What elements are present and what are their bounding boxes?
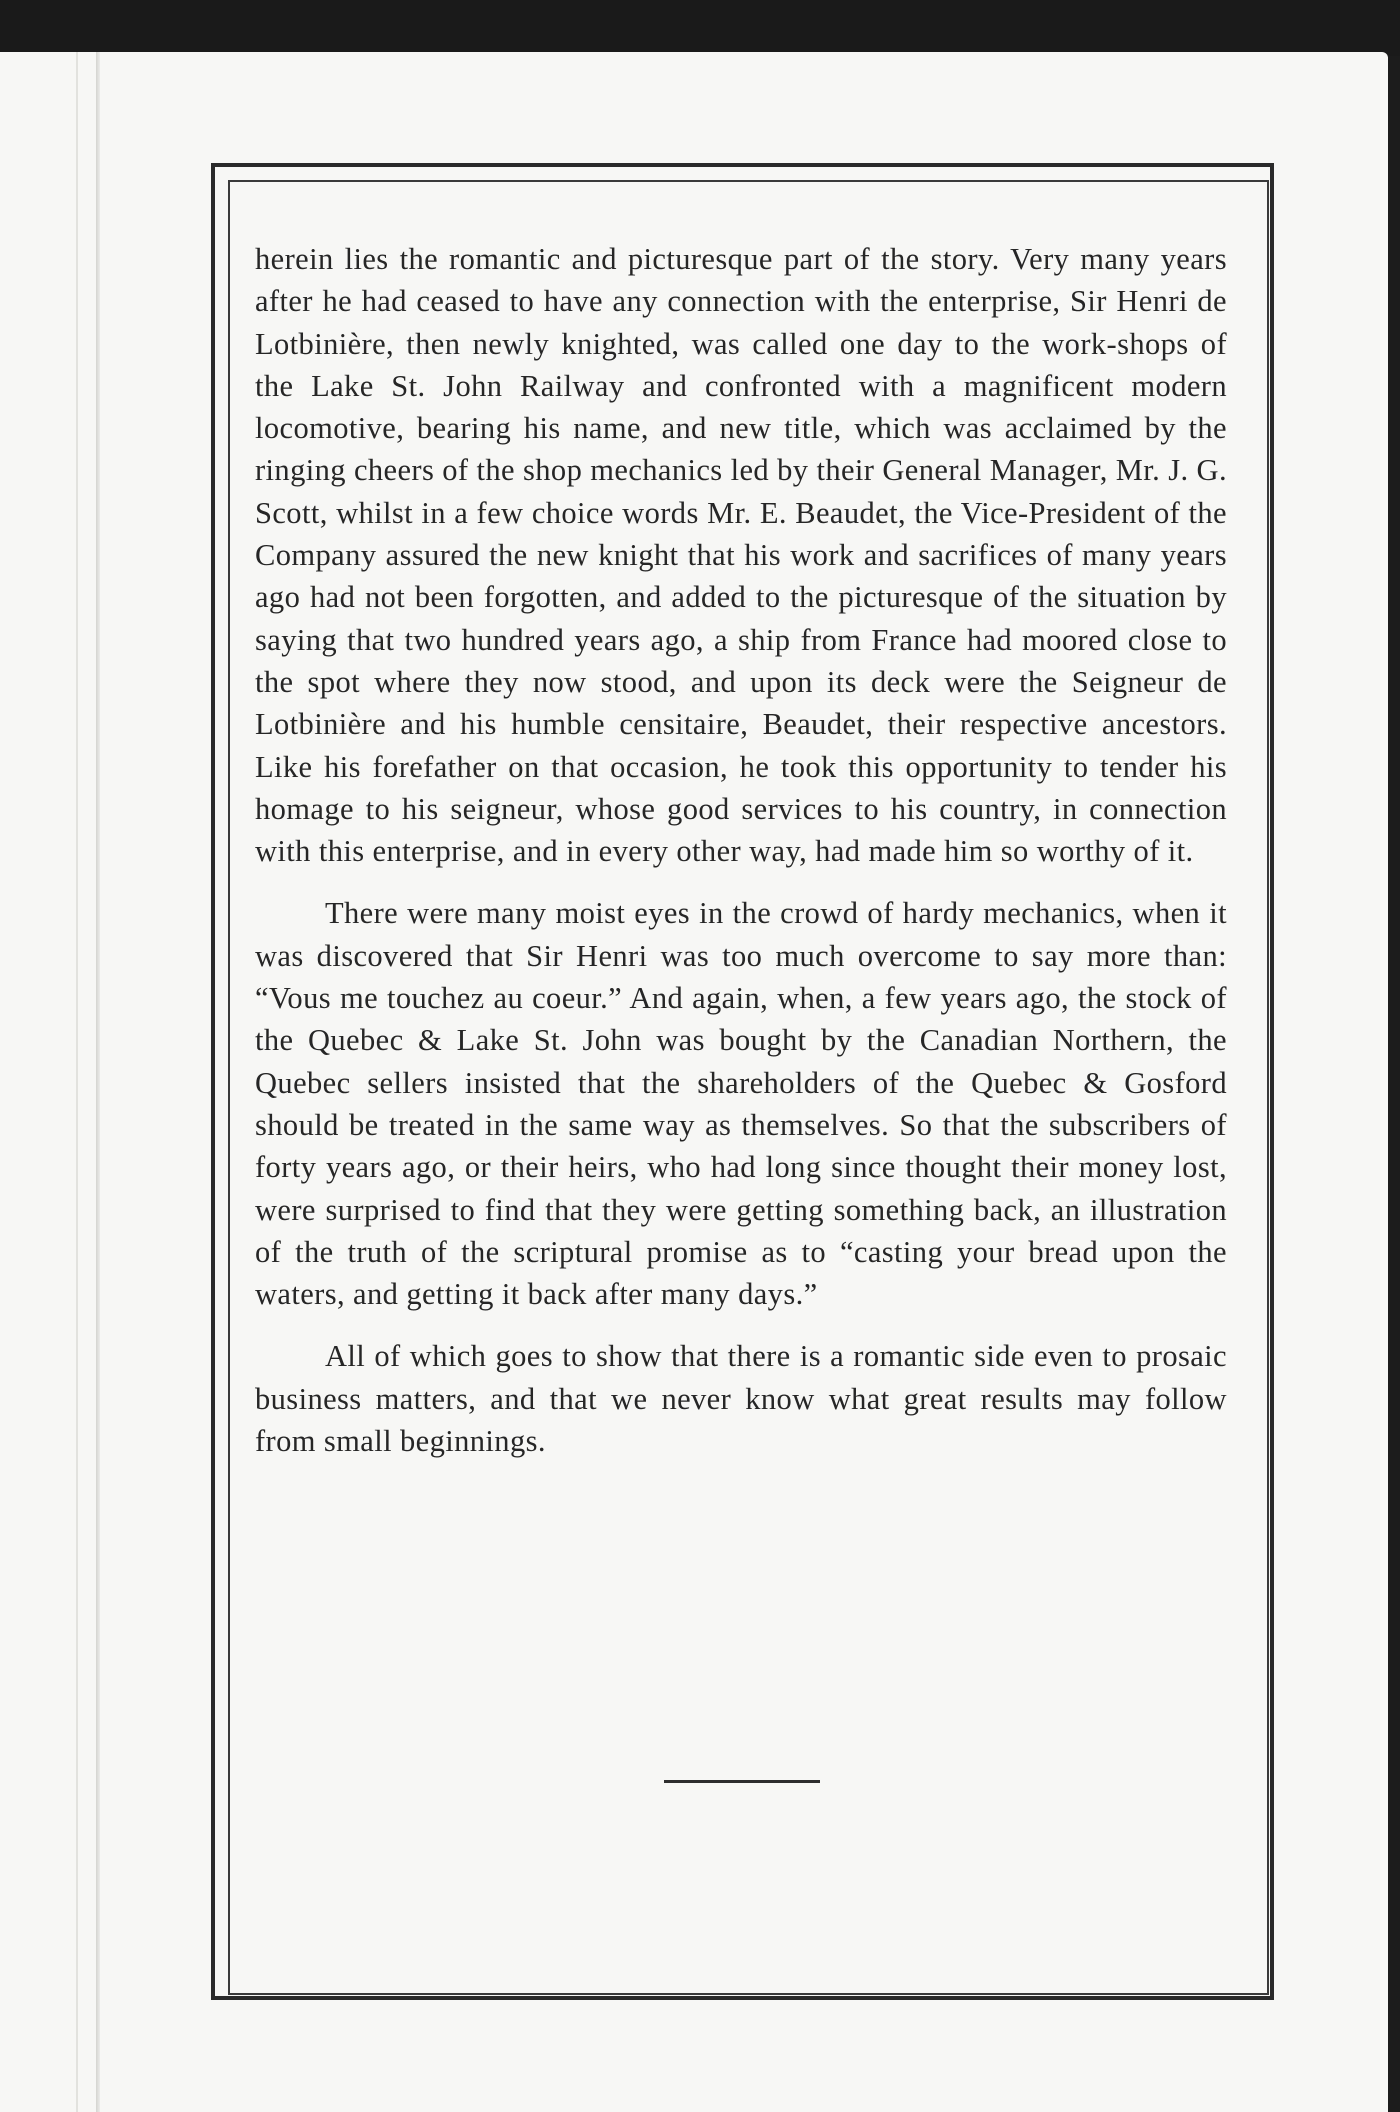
paragraph-2: There were many moist eyes in the crowd of hardy mechanics, when it was discovered that Sir Henri was too much overcome to say more than: “Vous me touchez au coeur.” And again, when, a few years ago, the stock of the Quebec & Lake St. John was bought by the Canadian Northern, the Quebec sellers insisted that the shareholders of the Quebec & Gosford should be treated in the same way as themselves. So that the subscribers of forty years ago, or their heirs, who had long since thought their money lost, were surprised to find that they were getting something back, an illustration of the truth of the scriptural promise as to “casting your bread upon the waters, and getting it back after many days.” xyxy=(255,896,1227,1312)
page-edge-line xyxy=(76,52,78,2112)
section-end-rule xyxy=(664,1780,820,1783)
scan-background-top xyxy=(0,0,1400,56)
paragraph-1: herein lies the romantic and picturesque part of the story. Very many years after he had ceased to have any connection with the enterprise, Sir Henri de Lotbinière, then newly knighted, was called one day to the work-shops of the Lake St. John Railway and confronted with a magnificent modern locomotive, bearing his name, and new title, which was acclaimed by the ringing cheers of the shop mechanics led by their General Manager, Mr. J. G. Scott, whilst in a few choice words Mr. E. Beaudet, the Vice-President of the Company assured the new knight that his work and sacrifices of many years ago had not been forgotten, and added to the picturesque of the situation by saying that two hundred years ago, a ship from France had moored close to the spot where they now stood, and upon its deck were the Seigneur de Lotbinière and his humble censitaire, Beaudet, their respective ancestors. Like his forefather on that occasion, he took this opportunity to tender his homage to his seigneur, whose good services to his country, in connection with this enterprise, and in every other way, had made him so worthy of it. xyxy=(255,242,1227,869)
page-gutter-shadow xyxy=(96,52,100,2112)
page-body-text xyxy=(255,238,1227,1462)
paragraph-3: All of which goes to show that there is a romantic side even to prosaic business matters, and that we never know what great results may follow from small beginnings. xyxy=(255,1339,1227,1459)
